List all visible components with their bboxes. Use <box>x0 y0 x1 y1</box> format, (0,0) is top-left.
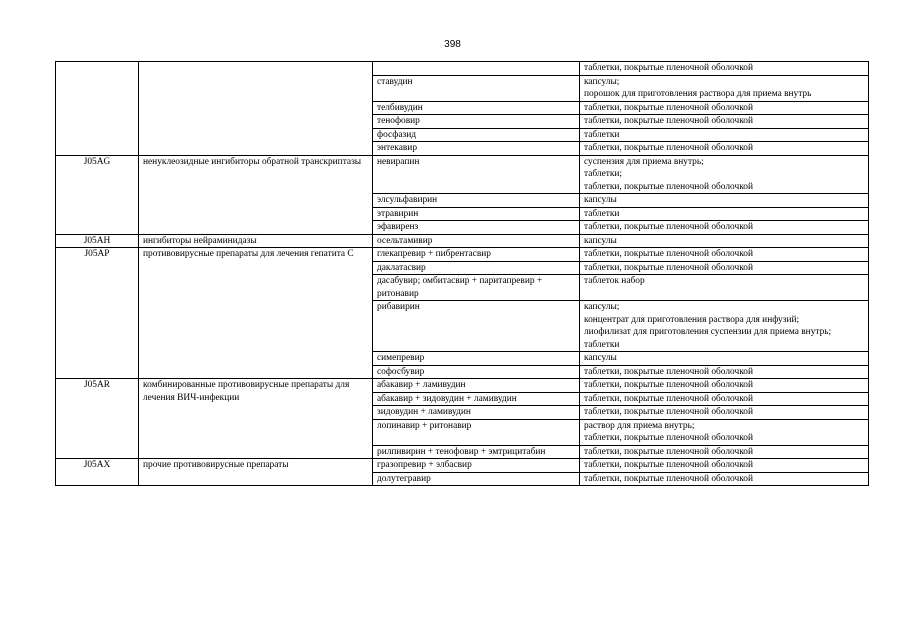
drug-name-cell: невирапин <box>373 155 580 194</box>
atc-code-cell: J05AH <box>56 234 139 248</box>
dosage-form-cell: таблетки, покрытые пленочной оболочкой <box>580 392 869 406</box>
atc-code-cell: J05AR <box>56 379 139 459</box>
dosage-form-cell: капсулы <box>580 194 869 208</box>
table-row <box>56 379 869 393</box>
group-name-cell <box>139 62 373 156</box>
drug-name-cell: дасабувир; омбитасвир + паритапревир + ритонавир <box>373 275 580 301</box>
dosage-form-cell: таблетки <box>580 207 869 221</box>
dosage-form-cell: таблетки, покрытые пленочной оболочкой <box>580 459 869 473</box>
dosage-form-cell: таблетки, покрытые пленочной оболочкой <box>580 379 869 393</box>
dosage-form-cell: таблетки, покрытые пленочной оболочкой <box>580 115 869 129</box>
dosage-form-cell: капсулы; концентрат для приготовления раствора для инфузий; лиофилизат для приготовления суспензии для приема внутрь; таблетки <box>580 301 869 352</box>
drug-name-cell: зидовудин + ламивудин <box>373 406 580 420</box>
group-name-cell: прочие противовирусные препараты <box>139 459 373 486</box>
drug-name-cell: софосбувир <box>373 365 580 379</box>
drug-name-cell: этравирин <box>373 207 580 221</box>
atc-code-cell <box>56 62 139 156</box>
drug-name-cell: энтекавир <box>373 142 580 156</box>
drug-name-cell: эфавиренз <box>373 221 580 235</box>
drug-name-cell <box>373 62 580 76</box>
dosage-form-cell: таблетки, покрытые пленочной оболочкой <box>580 62 869 76</box>
group-name-cell: ненуклеозидные ингибиторы обратной транскриптазы <box>139 155 373 234</box>
drug-name-cell: даклатасвир <box>373 261 580 275</box>
drug-name-cell: рибавирин <box>373 301 580 352</box>
drug-name-cell: ставудин <box>373 75 580 101</box>
atc-code-cell: J05AG <box>56 155 139 234</box>
table-row <box>56 248 869 262</box>
dosage-form-cell: таблетки <box>580 128 869 142</box>
page-number: 398 <box>444 39 461 50</box>
dosage-form-cell: капсулы <box>580 234 869 248</box>
table-row <box>56 234 869 248</box>
drug-name-cell: глекапревир + пибрентасвир <box>373 248 580 262</box>
table-row <box>56 459 869 473</box>
table-row <box>56 155 869 194</box>
dosage-form-cell: таблетки, покрытые пленочной оболочкой <box>580 101 869 115</box>
dosage-form-cell: таблетки, покрытые пленочной оболочкой <box>580 221 869 235</box>
dosage-form-cell: таблетки, покрытые пленочной оболочкой <box>580 406 869 420</box>
drug-name-cell: симепревир <box>373 352 580 366</box>
drug-name-cell: гразопревир + элбасвир <box>373 459 580 473</box>
atc-code-cell: J05AP <box>56 248 139 379</box>
drug-name-cell: элсульфавирин <box>373 194 580 208</box>
drug-name-cell: осельтамивир <box>373 234 580 248</box>
dosage-form-cell: таблетки, покрытые пленочной оболочкой <box>580 365 869 379</box>
drug-name-cell: рилпивирин + тенофовир + эмтрицитабин <box>373 445 580 459</box>
dosage-form-cell: таблетки, покрытые пленочной оболочкой <box>580 445 869 459</box>
drug-name-cell: лопинавир + ритонавир <box>373 419 580 445</box>
dosage-form-cell: капсулы; порошок для приготовления раствора для приема внутрь <box>580 75 869 101</box>
dosage-form-cell: суспензия для приема внутрь; таблетки; таблетки, покрытые пленочной оболочкой <box>580 155 869 194</box>
atc-code-cell: J05AX <box>56 459 139 486</box>
dosage-form-cell: таблетки, покрытые пленочной оболочкой <box>580 472 869 486</box>
drug-name-cell: долутегравир <box>373 472 580 486</box>
dosage-form-cell: таблеток набор <box>580 275 869 301</box>
drug-table <box>55 61 869 486</box>
table-row <box>56 62 869 76</box>
drug-name-cell: абакавир + ламивудин <box>373 379 580 393</box>
drug-name-cell: телбивудин <box>373 101 580 115</box>
dosage-form-cell: таблетки, покрытые пленочной оболочкой <box>580 248 869 262</box>
dosage-form-cell: капсулы <box>580 352 869 366</box>
dosage-form-cell: таблетки, покрытые пленочной оболочкой <box>580 261 869 275</box>
group-name-cell: комбинированные противовирусные препараты для лечения ВИЧ-инфекции <box>139 379 373 459</box>
drug-name-cell: фосфазид <box>373 128 580 142</box>
dosage-form-cell: таблетки, покрытые пленочной оболочкой <box>580 142 869 156</box>
group-name-cell: ингибиторы нейраминидазы <box>139 234 373 248</box>
dosage-form-cell: раствор для приема внутрь; таблетки, покрытые пленочной оболочкой <box>580 419 869 445</box>
drug-name-cell: абакавир + зидовудин + ламивудин <box>373 392 580 406</box>
drug-name-cell: тенофовир <box>373 115 580 129</box>
group-name-cell: противовирусные препараты для лечения гепатита С <box>139 248 373 379</box>
